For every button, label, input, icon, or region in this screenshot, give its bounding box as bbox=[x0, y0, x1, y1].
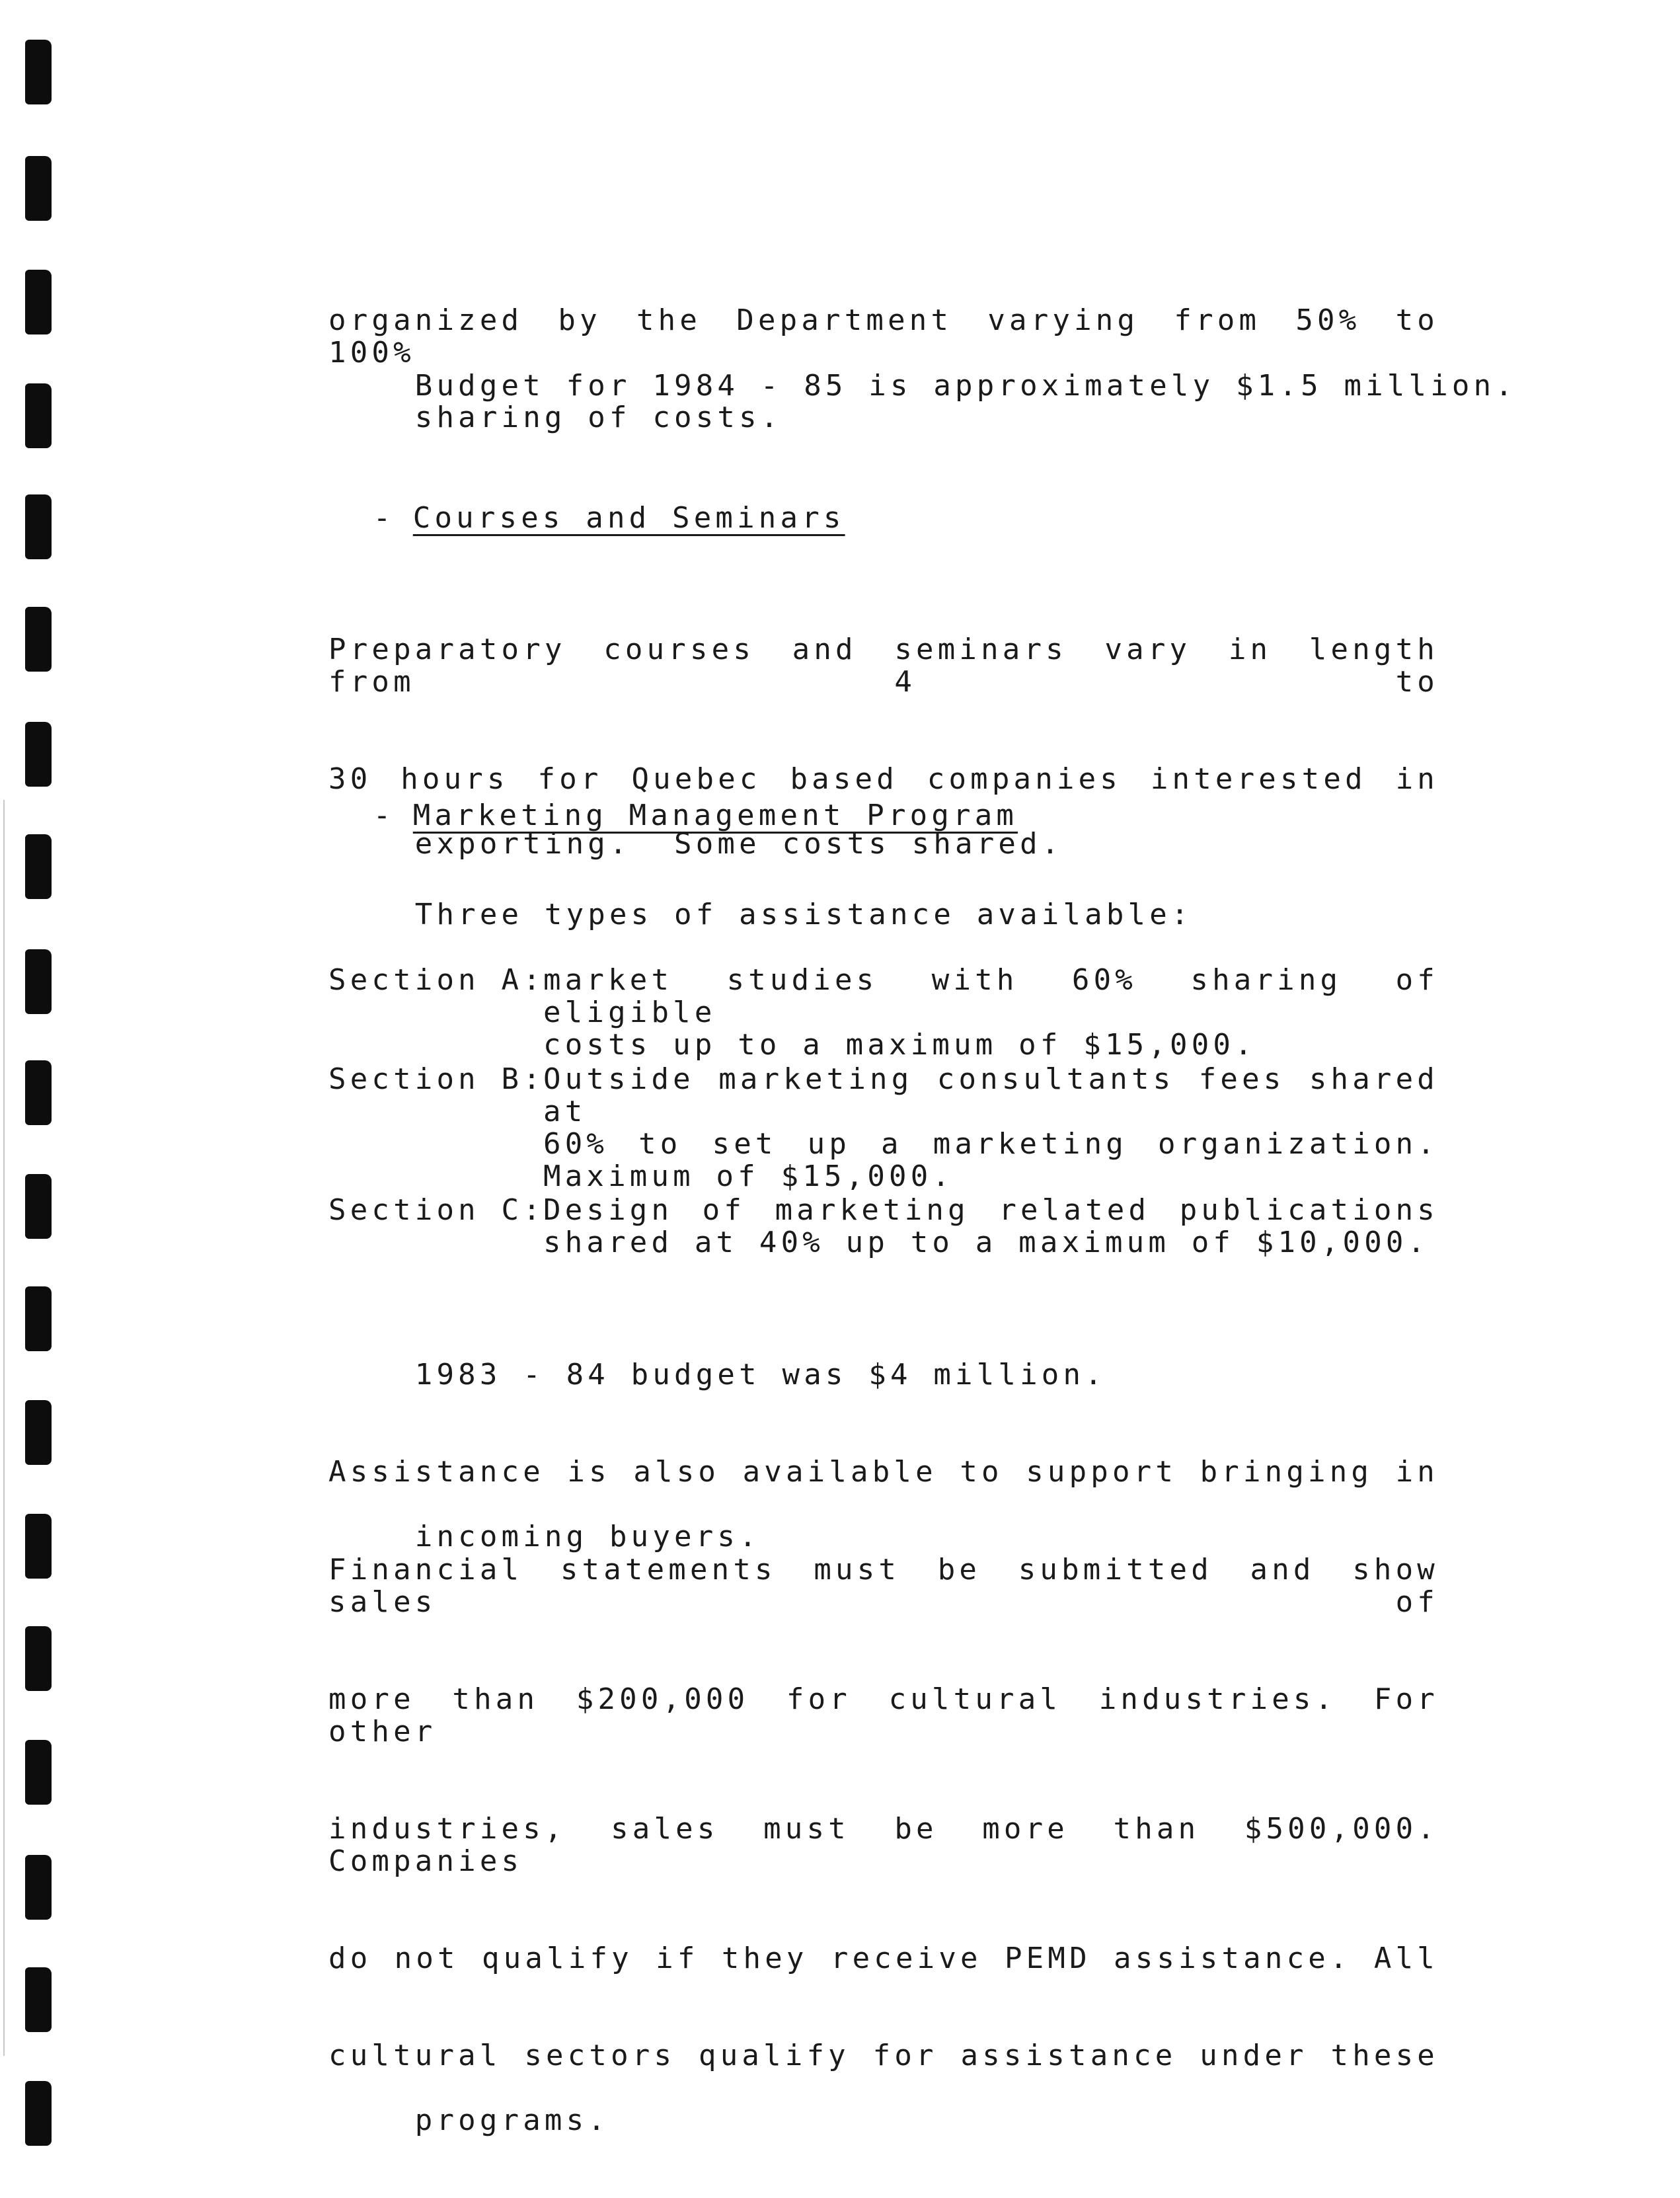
binding-hole bbox=[25, 1060, 52, 1125]
section-body bbox=[543, 964, 1439, 1061]
text-line: 30 hours for Quebec based companies interested in bbox=[328, 762, 1439, 796]
binding-hole bbox=[25, 1286, 52, 1351]
binding-hole bbox=[25, 1855, 52, 1920]
marketing-intro bbox=[328, 866, 1445, 963]
binding-hole bbox=[25, 722, 52, 787]
binding-hole bbox=[25, 1740, 52, 1805]
text-line: Three types of assistance available: bbox=[414, 898, 1193, 931]
text-line: cultural sectors qualify for assistance under these bbox=[328, 2039, 1439, 2072]
binding-holes bbox=[25, 0, 54, 2198]
text-line: exporting. Some costs shared. bbox=[414, 827, 1063, 861]
text-line: industries, sales must be more than $500,000. Companies bbox=[328, 1812, 1439, 1878]
financial-paragraph bbox=[328, 1489, 1445, 2169]
section-label: Section B: bbox=[328, 1062, 545, 1096]
text-line: incoming buyers. bbox=[414, 1520, 761, 1553]
binding-hole bbox=[25, 494, 52, 559]
text-line: shared at 40% up to a maximum of $10,000. bbox=[543, 1226, 1430, 1259]
text-line: 60% to set up a marketing organization. bbox=[543, 1127, 1439, 1161]
heading-dash: - bbox=[373, 799, 395, 832]
section-body bbox=[543, 1194, 1439, 1259]
text-line: Assistance is also available to support bringing in bbox=[328, 1455, 1439, 1489]
heading-title: Marketing Management Program bbox=[412, 799, 1018, 832]
binding-hole bbox=[25, 1400, 52, 1465]
text-line: organized by the Department varying from 50% to 100% bbox=[328, 303, 1439, 370]
text-line: costs up to a maximum of $15,000. bbox=[543, 1028, 1256, 1062]
text-line: Outside marketing consultants fees shared at bbox=[543, 1062, 1439, 1128]
heading-title: Courses and Seminars bbox=[412, 501, 845, 535]
intro-budget bbox=[328, 337, 1517, 434]
text-line: Design of marketing related publications bbox=[543, 1193, 1439, 1227]
heading-dash: - bbox=[373, 501, 395, 535]
text-line: market studies with 60% sharing of eligible bbox=[543, 963, 1439, 1029]
binding-hole bbox=[25, 834, 52, 899]
binding-hole bbox=[25, 1174, 52, 1239]
binding-hole bbox=[25, 1514, 52, 1579]
binding-hole bbox=[25, 383, 52, 448]
text-line: programs. bbox=[414, 2103, 609, 2137]
binding-hole bbox=[25, 607, 52, 672]
section-label: Section A: bbox=[328, 963, 545, 997]
text-line: Maximum of $15,000. bbox=[543, 1159, 954, 1193]
marketing-heading bbox=[287, 767, 1018, 864]
binding-hole bbox=[25, 270, 52, 334]
courses-heading bbox=[287, 469, 845, 567]
binding-hole bbox=[25, 1967, 52, 2032]
text-line: do not qualify if they receive PEMD assistance. All bbox=[328, 1942, 1439, 1975]
text-line: 1983 - 84 budget was $4 million. bbox=[414, 1358, 1106, 1392]
section-body bbox=[543, 1063, 1439, 1193]
text-line: Preparatory courses and seminars vary in length from 4 to bbox=[328, 633, 1439, 699]
page-edge-line bbox=[3, 800, 5, 2056]
binding-hole bbox=[25, 156, 52, 221]
binding-hole bbox=[25, 2081, 52, 2146]
section-label: Section C: bbox=[328, 1193, 545, 1227]
binding-hole bbox=[25, 40, 52, 104]
text-line: sharing of costs. bbox=[414, 401, 783, 434]
binding-hole bbox=[25, 949, 52, 1014]
text-line: Budget for 1984 - 85 is approximately $1.5 million. bbox=[414, 369, 1517, 403]
text-line: more than $200,000 for cultural industries. For other bbox=[328, 1682, 1439, 1748]
binding-hole bbox=[25, 1626, 52, 1691]
text-line: Financial statements must be submitted and show sales of bbox=[328, 1553, 1439, 1619]
